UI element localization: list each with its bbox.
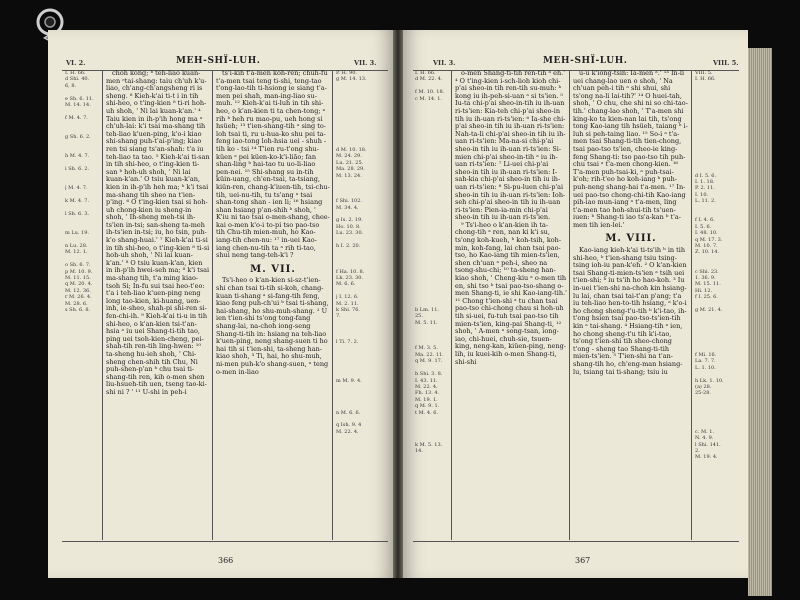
open-book xyxy=(48,30,772,598)
chapter-heading: M. VIII. xyxy=(605,233,657,245)
chapter-heading: M. VII. xyxy=(250,263,296,275)
page-number: 366 xyxy=(218,556,234,565)
column-rule xyxy=(569,70,570,540)
column-rule xyxy=(332,70,333,540)
verse-text: Ts'i-heo o k'an-kien si-sz-t'ien-shi chan tsai ti-tih si-koh, chang-kuan ti-shang ᵃ si-fang-tih feng, kiao feng puh-ch'ui ᵇ tsai ti-shang, hai-shang, ho shu-muh-shang. ² U ien t'ien-shi ts'ong tong-fang shang-lai, na-choh iong-seng Shang-ti-tih in: hsiang na teh-liao k'uen-ping, neng shang-suen ti ho hai tih si t'ien-shi, ta-sheng han-kiao shoh, ³ Ti, hai, ho shu-muh, ni-men puh-k'o shang-suen, ᵃ teng o-men in-liao xyxy=(216,276,329,376)
margin-references: I. H. 66. d M. 22. 4. f M. 10. 18. c M. 14. 1. b Lm. 11. 25. M. 5. 11. f M. 3. 5. Ma. 22. 11. q M. 9. 17. h Shi. 3. 8. I. 43. 11. M. 22. 4. Fh. 13. 4. M. 19. 1. q M. 9. 1. t M. 4. 6. k M. 5. 13. 14. xyxy=(415,70,445,454)
chapter-ref-left: VI. 2. xyxy=(66,59,86,67)
margin-references: VIII. 5. I. H. 66. d I. 5. 6. I. 1. 18. P. 2. 11. I. 10. L. 11. 2. f I. 4. 6. I. 5. 6. I. 48. 10. q M. 17. 3. M. 10. 7. Z. 10. 14. c Shi. 23. 1. 36. 9. M. 15. 11. Hi. 12. f I. 25. 6. g M. 21. 4. f Mi. 16. La. 7. 7. L. 1. 10. h Lk. 1. 10. (a) 28. 25-28. c. M. 1. N. 4. 9. l Shi. 141. 2. M. 19. 4. xyxy=(695,70,724,461)
text-column-1 xyxy=(106,70,210,540)
column-rule xyxy=(102,70,103,540)
page-number: 367 xyxy=(575,556,591,565)
verse-text: ⁹ Ts'i-heo o k'an-kien ih ta-chong-tih ᵃ ren, nan ki k'i su, ts'ong koh-kueh, ᵇ koh-tsih, koh-min, koh-fang, lai chan tsai pao-tso, ho Kao-iang tih mien-ts'ien, shen ch'uan ᵃ peh-i, sheo na tsong-shu-chi; ¹⁰ ta-sheng han-kiao shoh, ' Cheng-kiu ᵃ o-men tih en, shi tso ᵇ tsai pao-tso-shang o-men Shang-ti, ie shi Kao-iang-tih.' ¹¹ Chong t'ien-shi ᵃ tu chan tsai pao-tso chi-chong chau si hoh-uh tih si-uei, fu-tuh tsai pao-tso tih mien-ts'ien, king-pai Shang-ti, ¹² shoh, ' A-men ᵃ song-tsan, iong-iao, chi-huei, chuh-sie, tsuen-king, neng-kan, kiüen-ping, neng-lih, iu kuei-kih o-men Shang-ti, shi-shi xyxy=(455,220,567,366)
text-column-2 xyxy=(216,70,330,540)
column-rule xyxy=(212,70,213,540)
running-head: MEH-SHÏ-LUH. xyxy=(176,56,261,66)
text-column-2 xyxy=(573,70,689,540)
verse-text: ts'i-kih t'a-men koh-ren; chuh-fu t'a-men tsai teng ti-shi, teng-tao t'ong-lao-tih ti-hsiong ie siang t'a-men pei shah, man-ing-liao su-muh. ¹² Kieh-k'ai ti-luh in tih shi-heo, o k'an-kien ti ta chen-tong; ᵃ rih ᵇ heh ru mao-pu, ueh hong si hsüeh; ¹³ t'ien-shang-tih ᵃ sing to-loh tsai ti, ru u-hua-ko shu pei ta-feng iao-tong loh-hsia uei - shuh - tih ko - tsi ¹⁴ T'ien ru-t'ong shu-küen ᵃ pei küen-ko-k'i-lião; fan shan-ling ᵇ hai-tao tu uo-li-liao pen-nei. ¹⁵ Shi-shang su in-tih küin-uang, ch'en-tsai, ta-tsiang, kiün-ren, chang-k'iuen-tih, tsi-chu-tih, uei-nu-tih, tu ts'ang ᵃ tsai shan-tong shan - ien li; ¹⁶ hsiang shan hsiang p'an-shih ᵇ shoh, ' K'iu ni tao tsai o-men-shang, chee-kai o-men k'o-i to-pi tso pao-tso tih Chu-tih mien-muh, ho Kao-iang-tih chen-nu: ¹⁷ in-uei Kao-iang chen-nu-tih ta ᵃ rih ti-tao, shui neng tang-teh-k'i ? xyxy=(216,70,330,260)
verse-text: o-men Shang-ti-tih ren-tih ᵃ eh.' ⁴ O t'ing-kien i-sch-lioh kioh chi-p'ai sheo-in tih ren-tih su-muh: ᵇ kong iu ih-peh-si-uan ᵃ si ts'ien. ⁵ Iu-ta chi-p'ai sheo-in-tih iu ih-uan ri-ts'ien: Kia-teh chi-p'ai sheo-in tih iu ih-uan ri-ts'ien: ⁶ Ia-she chi-p'ai sheo-in tih iu ih-uan ri-ts'ien: Nah-ta-li chi-p'ai sheo-in tih iu ih-uan ri-ts'ien: Ma-na-si chi-p'ai sheo-in tih iu ih-uan ri-ts'ien: Si-mien chi-p'ai sheo-in-tih ᵃ iu ih-uan ri-ts'ien: ⁷ Li-uei chi-p'ai sheo-in tih iu ih-uan ri-ts'ien: I-sah-kia chi-p'ai sheo-in tih iu ih-uan ri-ts'ien: ⁸ Si-pu-luen chi-p'ai sheo-in tih iu ih-uan ri-ts'ien: Ioh-seh chi-p'ai sheo-in tih iu ih-uan ri-ts'ien: Pien-ia-min chi-p'ai sheo-in tih iu ih-uan ri-ts'ien. xyxy=(455,70,566,222)
verse-text: u-u k'iong-tsin: Ia-men ᵃ.' ¹³ In-li uei chang-lao uen o shoh, ' Na ch'uan peh-i tih ᵃ shi shui, shi ts'ong na-li lai-tih?' ¹⁴ O huei-tah, shoh, ' O chu, che shi ni so chi-tao-tih.' chang-lao shoh, ' T'a-men shi king-ko ta kien-nan lai tih, ts'ong tong Kao-iang tih hsüeh, taiang ᵇ i-luh si peh-taing liao. ¹⁵ So-i ᵃ t'a-men tsai Shang-ti-tih tien-chong, tsai pao-tso ts'ien, cheo-ie king-feng Shang-ti: tso pao-tso tih puh-chu tsai ᵃ t'a-men chong-kien. ¹⁶ T'a-men puh-tsai-ki, ᵃ puh-tsai-k'oh; rih-t'eo ho koh-iang ᵇ puh-puh-neng shang-hai t'a-men. ¹⁷ In-uei pao-tso chong-chi-tih Kao-iang pih-iao mun-iang ᵃ t'a-men, ling t'a-men tao hoh-shui-tih ts'uen-iuen: ᵇ Shang-ti iao ts'a-kan ᵇ t'a-men tih ien-lei.' xyxy=(573,70,688,229)
right-page xyxy=(403,30,748,578)
margin-references: I. H. 66. d Shi. 40. 6, 8. e Sh. 6. 11. M. 14. 14. f M. 4. 7. g Sh. 6. 2. h M. 4. 7. i Sh. 6. 2. j M. 4. 7. k M. 4. 7. l Sh. 6. 3. m Lu. 19. n Lu. 28. M. 12. 1. o Sh. 6. 7. p M. 10. 9. M. 11. 15. q M. 20. 4. M. 12. 36. r M. 26. 4. M. 28. 6. s Sh. 6. 8. xyxy=(65,70,94,314)
text-column-1 xyxy=(455,70,567,540)
chapter-ref-left: VII. 3. xyxy=(433,59,456,67)
left-page xyxy=(48,30,393,578)
chapter-ref-right: VII. 3. xyxy=(354,59,377,67)
column-rule xyxy=(451,70,452,540)
verse-text: Kao-iang kieh-k'ai ti-ts'ih ᵇ in tih shi-heo, ᵇ t'ien-shang tsiu tsing-tsing ioh-iu pan-k'eh. ² O k'an-kien tsai Shang-ti-mien-ts'ien ᵃ tsih uei t'ien-shi; ᵇ iu ts'ih ho hao-koh. ³ Iu in-uei t'ien-shi na-choh kin hsiang-lu lai, chan tsai tai-t'an p'ang; t'a iu teh-liao hen-to-tih hsiang, ᵃ k'o-i ho chong sheng-t'u-tih ᵇ k'i-tao, ih-t'ong hsien tsai pao-tso-ts'ien-tih kin ᵃ tai-shang. ⁴ Hsiang-tih ᵃ ien, ho chong sheng-t'u tih k'i-tao, ts'ong t'ien-shi tih sheo-chong t'ong - sheng tao Shang-ti-tih mien-ts'ien. ⁵ T'ien-shi na t'an-shang-tih ho, ch'eng-man hsiang-lu, tsiang tai ti-shang; tsiu iu xyxy=(573,246,687,376)
margin-references: P. H. 90. g M. 14. 13. d M. 10. 18. M. 24. 29. Lu. 21. 25. Ma. 28. 29. M. 13. 24. f Shi. 102. M. 34. 4. g Is. 2. 19. Ho. 10. 8. Lu. 23. 30. h I. 2. 20. f Ha. 10. 8. Lk. 23. 30. M. 6. 6. j I. 12. 6. M. 2. 11. k Shi. 76. 7. l Ti. 7. 2. m M. 9. 4. n M. 6. 6. q Ish. 9. 4 M. 22. 4. xyxy=(336,70,367,435)
chapter-ref-right: VIII. 5. xyxy=(713,59,739,67)
verse-text: choh kong; ᵇ teh-liao kuan-men ᵉtai-shang: taiu ch'uh k'u-liao, ch'ang-ch'angsheng ri is sheng. ⁸ Kieh-k'ai ti-t i in tih shi-heo, o t'ing-kien ⁸ ti-ri hoh-uh shoh, ' Ni lai kuan-k'an.' ⁴ Taiu kien in ih-p'ih hong ma ᵃ ch'uh-lai: k'i tsai ma-shang tih teh-liao k'uen-ping, k'o-i kiao shi-shang puh-t'ai-p'ing; kiao ren tsi siang ts'an-shah: t'a iu teh-liao ta tao. ⁵ Kieh-k'ai ti-san in tih shi-heo, o t'ing-kien ti-san ᵇ hoh-uh shoh, ' Ni lai kuan-k'an.' O tsiu kuan-k'an, kien in ih-p'ih heh ma; ᵇ k'i tsai ma-shang tih sheo na t'ien-p'ing. ⁶ O t'ing-kien tsai si hoh-uh chong-kien iu sheng-in shoh, ' Ih-sheng meh-tsi ih-ts'ien in-tsi; san-sheng ta-meh ih-ts'ien in-tsi; iu, ho tsin, puh-k'o shang-huai.' ⁷ Kieh-k'ai ti-si in tih shi-heo, o t'ing-kien ⁸ ti-si hoh-uh shoh, ' Ni lai kuan-k'an.' ⁸ O tsiu kuan-k'an, kien in ih-p'ih hwei-seh ma; ⁸ k'i tsai ma-shang tih, t'a ming kiao-tsoh Si; In-fu sui tsai heo-t'eo: t'a i teh-liao k'uen-ping neng long tao-kien, ki-huang, uen-inh, ie-sheo, shah-pi shi-ren si-fen-chi-ih. ⁹ Kieh-k'ai ti-u in tih shi-heo, o k'an-kien tsi-t'an-hsia ᵃ iu uei Shang-ti-tih tao, ping uei tsoh-kien-cheng, pei-shah-tih ren-tih ling-hwen: ¹⁰ ta-sheng hu-ieh shoh, ' Chi-sheng chen-shih tih Chu, Ni puh-shen-p'an ᵇ chu tsai ti-shang-tih ren, kih o-men shen liu-hsueh-tih uen, tseng tao-ki-shi ni ? ' ¹¹ U-shi in peh-i xyxy=(106,70,210,396)
page-edges xyxy=(748,48,772,596)
running-head: MEH-SHÏ-LUH. xyxy=(543,56,628,66)
gutter xyxy=(393,30,403,578)
column-rule xyxy=(691,70,692,540)
